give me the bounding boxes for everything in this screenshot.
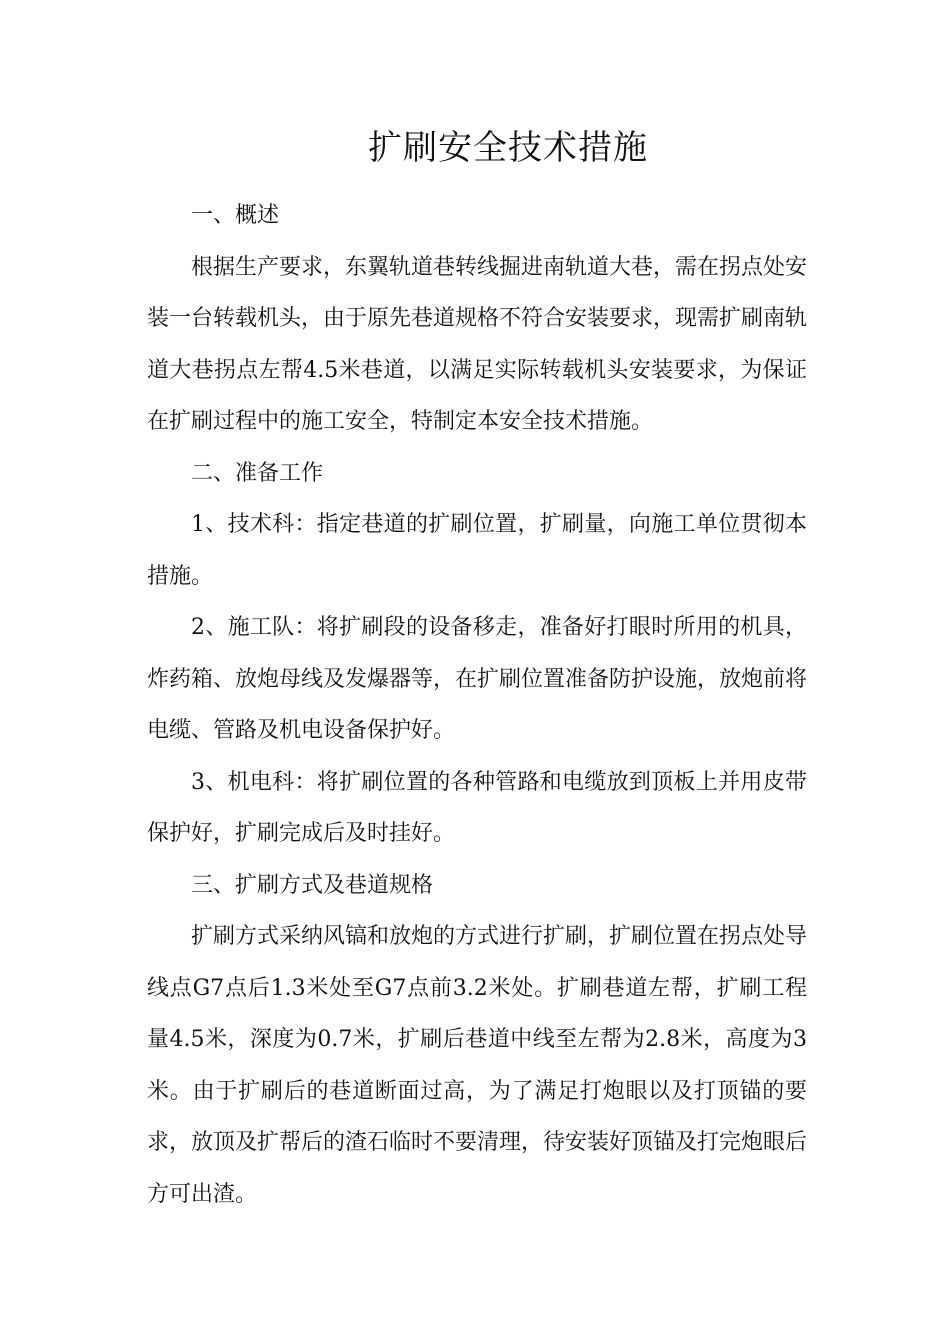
section-heading-preparation: 二、准备工作 (191, 460, 324, 486)
document-title: 扩刷安全技术措施 (368, 128, 648, 168)
preparation-item-technical-dept: 1、技术科：指定巷道的扩刷位置，扩刷量，向施工单位贯彻本措施。 (147, 512, 807, 589)
preparation-item-electromechanical-dept: 3、机电科：将扩刷位置的各种管路和电缆放到顶板上并用皮带保护好，扩刷完成后及时挂好。 (147, 769, 807, 846)
preparation-item-construction-team: 2、施工队：将扩刷段的设备移走，准备好打眼时所用的机具，炸药箱、放炮母线及发爆器等，在扩刷位置准备防护设施，放炮前将电缆、管路及机电设备保护好。 (147, 615, 808, 743)
section-heading-method-specs: 三、扩刷方式及巷道规格 (191, 872, 434, 898)
document-body (147, 190, 807, 1220)
method-specs-paragraph: 扩刷方式采纳风镐和放炮的方式进行扩刷，扩刷位置在拐点处导线点G7点后1.3米处至G7点前3.2米处。扩刷巷道左帮，扩刷工程量4.5米，深度为0.7米，扩刷后巷道中线至左帮为2.8米，高度为3米。由于扩刷后的巷道断面过高，为了满足打炮眼以及打顶锚的要求，放顶及扩帮后的渣石临时不要清理，待安装好顶锚及打完炮眼后方可出渣。 (147, 924, 808, 1207)
overview-paragraph: 根据生产要求，东翼轨道巷转线掘进南轨道大巷，需在拐点处安装一台转载机头，由于原先巷道规格不符合安装要求，现需扩刷南轨道大巷拐点左帮4.5米巷道，以满足实际转载机头安装要求，为保证在扩刷过程中的施工安全，特制定本安全技术措施。 (147, 254, 808, 434)
section-heading-overview: 一、概述 (191, 203, 280, 228)
